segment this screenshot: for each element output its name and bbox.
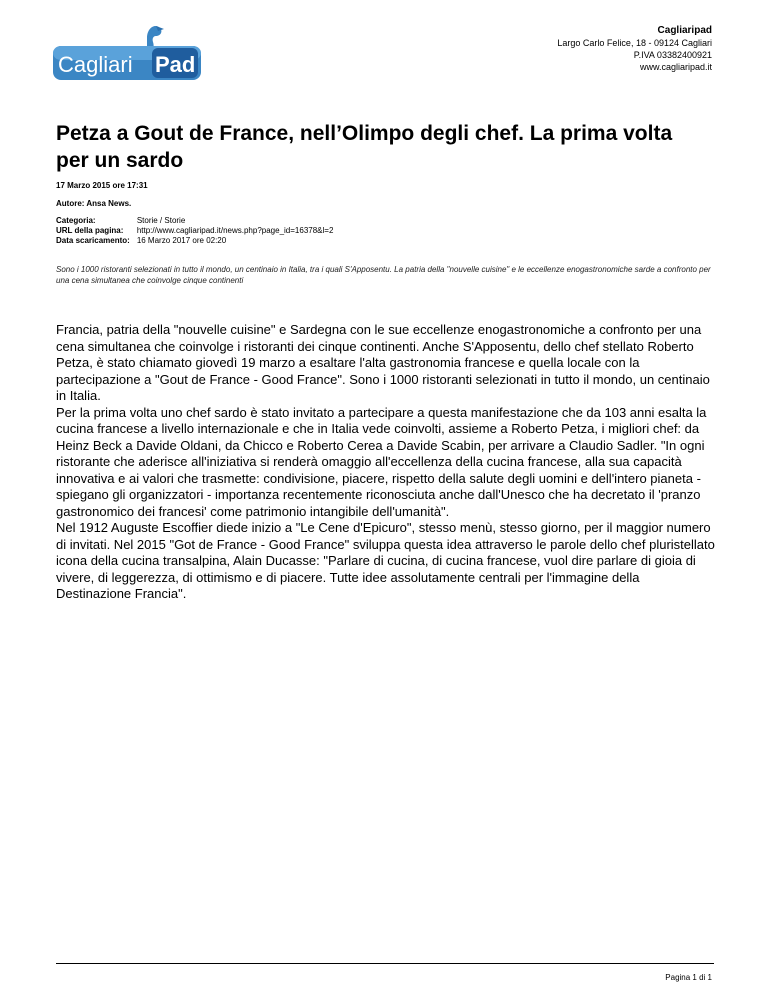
publisher-vat: P.IVA 03382400921: [633, 50, 712, 60]
meta-row-url: [56, 226, 333, 236]
svg-text:Cagliari: Cagliari: [58, 52, 133, 77]
meta-value: 16 Marzo 2017 ore 02:20: [136, 236, 227, 245]
meta-label: Categoria:: [56, 216, 96, 225]
publisher-address: Largo Carlo Felice, 18 - 09124 Cagliari: [557, 38, 712, 48]
article-summary: Sono i 1000 ristoranti selezionati in tutto il mondo, un centinaio in Italia, tra i quali S'Apposentu. La patria della "nouvelle cuisine" e le eccellenze enogastronomiche sarde a confronto per una cena simultanea che coinvolge cinque continenti: [56, 265, 711, 285]
article-date: 17 Marzo 2015 ore 17:31: [56, 181, 148, 190]
meta-label: URL della pagina:: [56, 226, 124, 235]
svg-text:Pad: Pad: [155, 52, 196, 77]
publisher-info: [557, 24, 712, 73]
body-paragraph: Per la prima volta uno chef sardo è stato invitato a partecipare a questa manifestazione che da 103 anni esalta la cucina francese a livello internazionale e che in Italia vede coinvolti, assieme a Roberto Petza, i migliori chef: da Heinz Beck a Davide Oldani, da Chicco e Roberto Cerea a Davide Scabin, per arrivare a Claudio Sadler. "In ogni ristorante che aderisce all'iniziativa si renderà omaggio all'eccellenza della cucina francese, alla sua capacità innovativa e ai valori che trasmette: condivisione, piacere, rispetto della salute degli uomini e dell'intero pianeta - spiegano gli organizzatori - importanza recentemente riconosciuta anche dall'Unesco che ha decretato il 'pranzo gastronomico dei francesi' come patrimonio intangibile dell'umanità".: [56, 404, 707, 519]
article-meta: [56, 216, 333, 246]
article-author: Autore: Ansa News.: [56, 199, 132, 208]
meta-label: Data scaricamento:: [56, 236, 130, 245]
body-paragraph: Nel 1912 Auguste Escoffier diede inizio a "Le Cene d'Epicuro", stesso menù, stesso giorno, per il maggior numero di invitati. Nel 2015 "Got de France - Good France" sviluppa questa idea attraverso le parole dello chef pluristellato icona della cucina transalpina, Alain Ducasse: "Parlare di cucina, di cucina francese, vuol dire parlare di gioia di vivere, di leggerezza, di ottimismo e di piacere. Tutte idee assolutamente centrali per l'immagine della Destinazione Francia".: [56, 520, 715, 601]
page-number: Pagina 1 di 1: [665, 973, 712, 982]
body-paragraph: Francia, patria della "nouvelle cuisine" e Sardegna con le sue eccellenze enogastronomiche a confronto per una cena simultanea che coinvolge i ristoranti dei cinque continenti. Anche S'Apposentu, dello chef stellato Roberto Petza, è stato chiamato giovedì 19 marzo a esaltare l'alta gastronomia francese e quella locale con la partecipazione a "Gout de France - Good France". Sono i 1000 ristoranti selezionati in tutto il mondo, un centinaio in Italia.: [56, 322, 710, 403]
footer-divider: [56, 963, 714, 964]
meta-url-link[interactable]: http://www.cagliaripad.it/news.php?page_id=16378&l=2: [136, 226, 334, 235]
article-title: Petza a Gout de France, nell’Olimpo degli chef. La prima volta per un sardo: [56, 122, 673, 172]
meta-row-category: [56, 216, 333, 226]
meta-value: Storie / Storie: [136, 216, 186, 225]
publisher-website[interactable]: www.cagliaripad.it: [639, 62, 712, 72]
article-body: [56, 322, 718, 603]
flamingo-logo-icon: [52, 20, 202, 82]
publisher-name: Cagliaripad: [657, 25, 712, 36]
cagliaripad-logo: [52, 20, 202, 82]
meta-row-download-date: [56, 236, 333, 246]
